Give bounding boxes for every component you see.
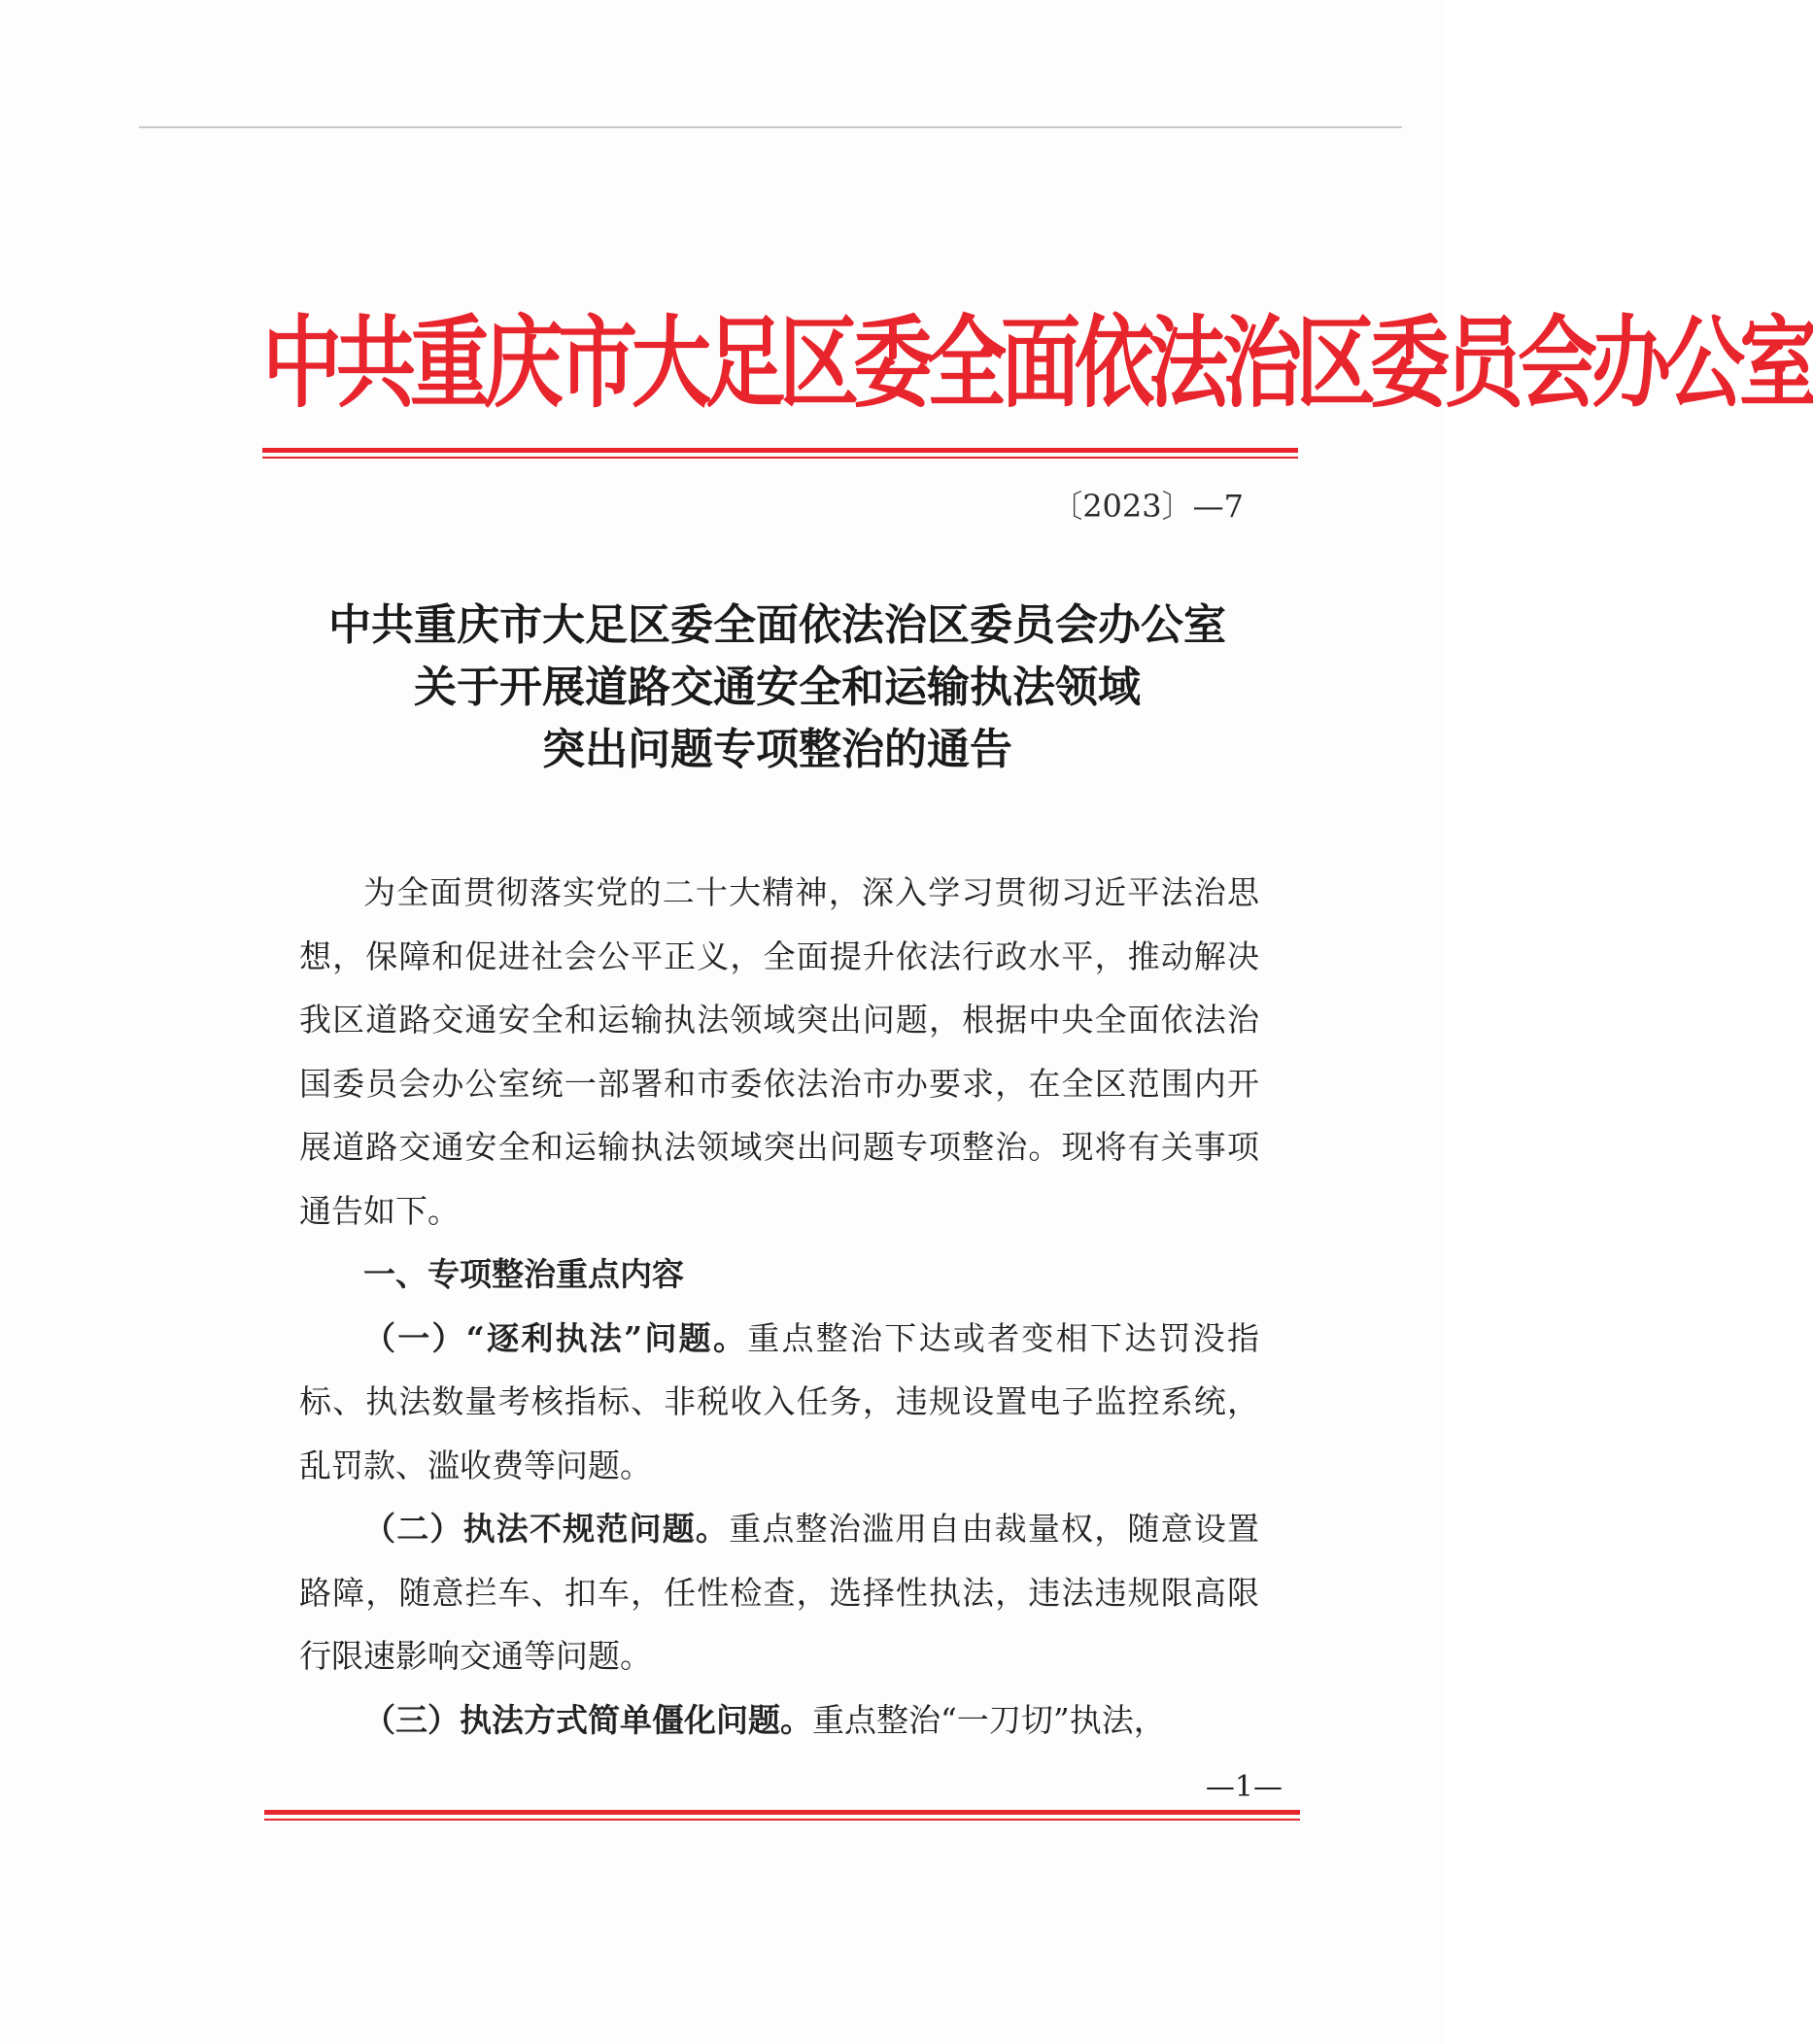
intro-paragraph: 为全面贯彻落实党的二十大精神，深入学习贯彻习近平法治思想，保障和促进社会公平正义，全面提升依法行政水平，推动解决我区道路交通安全和运输执法领域突出问题，根据中央全面依法治国委员会办公室统一部署和市委依法治市办要求，在全区范围内开展道路交通安全和运输执法领域突出问题专项整治。现将有关事项通告如下。: [299, 873, 1259, 1230]
item-lead-1: （一）“逐利执法”问题。: [363, 1318, 748, 1357]
item-lead-3: （三）执法方式简单僵化问题。: [363, 1700, 812, 1739]
section-heading: 一、专项整治重点内容: [363, 1255, 684, 1293]
document-body: [299, 861, 1259, 1752]
item-lead-2: （二）执法不规范问题。: [363, 1510, 730, 1548]
footer-red-rule-thin: [264, 1819, 1300, 1821]
item-text-3: 重点整治“一刀切”执法，: [812, 1700, 1166, 1739]
item-text-2: 重点整治滥用自由裁量权，随意设置路障，随意拦车、扣车，任性检查，选择性执法，违法违规限高限行限速影响交通等问题。: [299, 1510, 1260, 1675]
item-paragraph-3: [299, 1688, 1259, 1753]
footer-red-rule: [264, 1810, 1300, 1815]
title-line-3: 突出问题专项整治的通告: [542, 725, 1012, 774]
page-number: —1—: [1205, 1770, 1283, 1804]
title-line-2: 关于开展道路交通安全和运输执法领域: [414, 663, 1141, 712]
red-masthead: 中共重庆市大足区委全面依法治区委员会办公室: [262, 306, 1813, 422]
item-paragraph-2: [299, 1497, 1259, 1688]
item-paragraph-1: [299, 1307, 1259, 1498]
masthead-red-rule: [262, 448, 1298, 453]
masthead-red-rule-thin: [262, 457, 1298, 459]
item-text-1: 重点整治下达或者变相下达罚没指标、执法数量考核指标、非税收入任务，违规设置电子监控系统，乱罚款、滥收费等问题。: [299, 1318, 1260, 1484]
document-title: [253, 595, 1302, 781]
title-line-1: 中共重庆市大足区委全面依法治区委员会办公室: [328, 600, 1226, 650]
scan-edge-line: [139, 126, 1402, 128]
document-number: 〔2023〕—7: [1051, 488, 1244, 525]
